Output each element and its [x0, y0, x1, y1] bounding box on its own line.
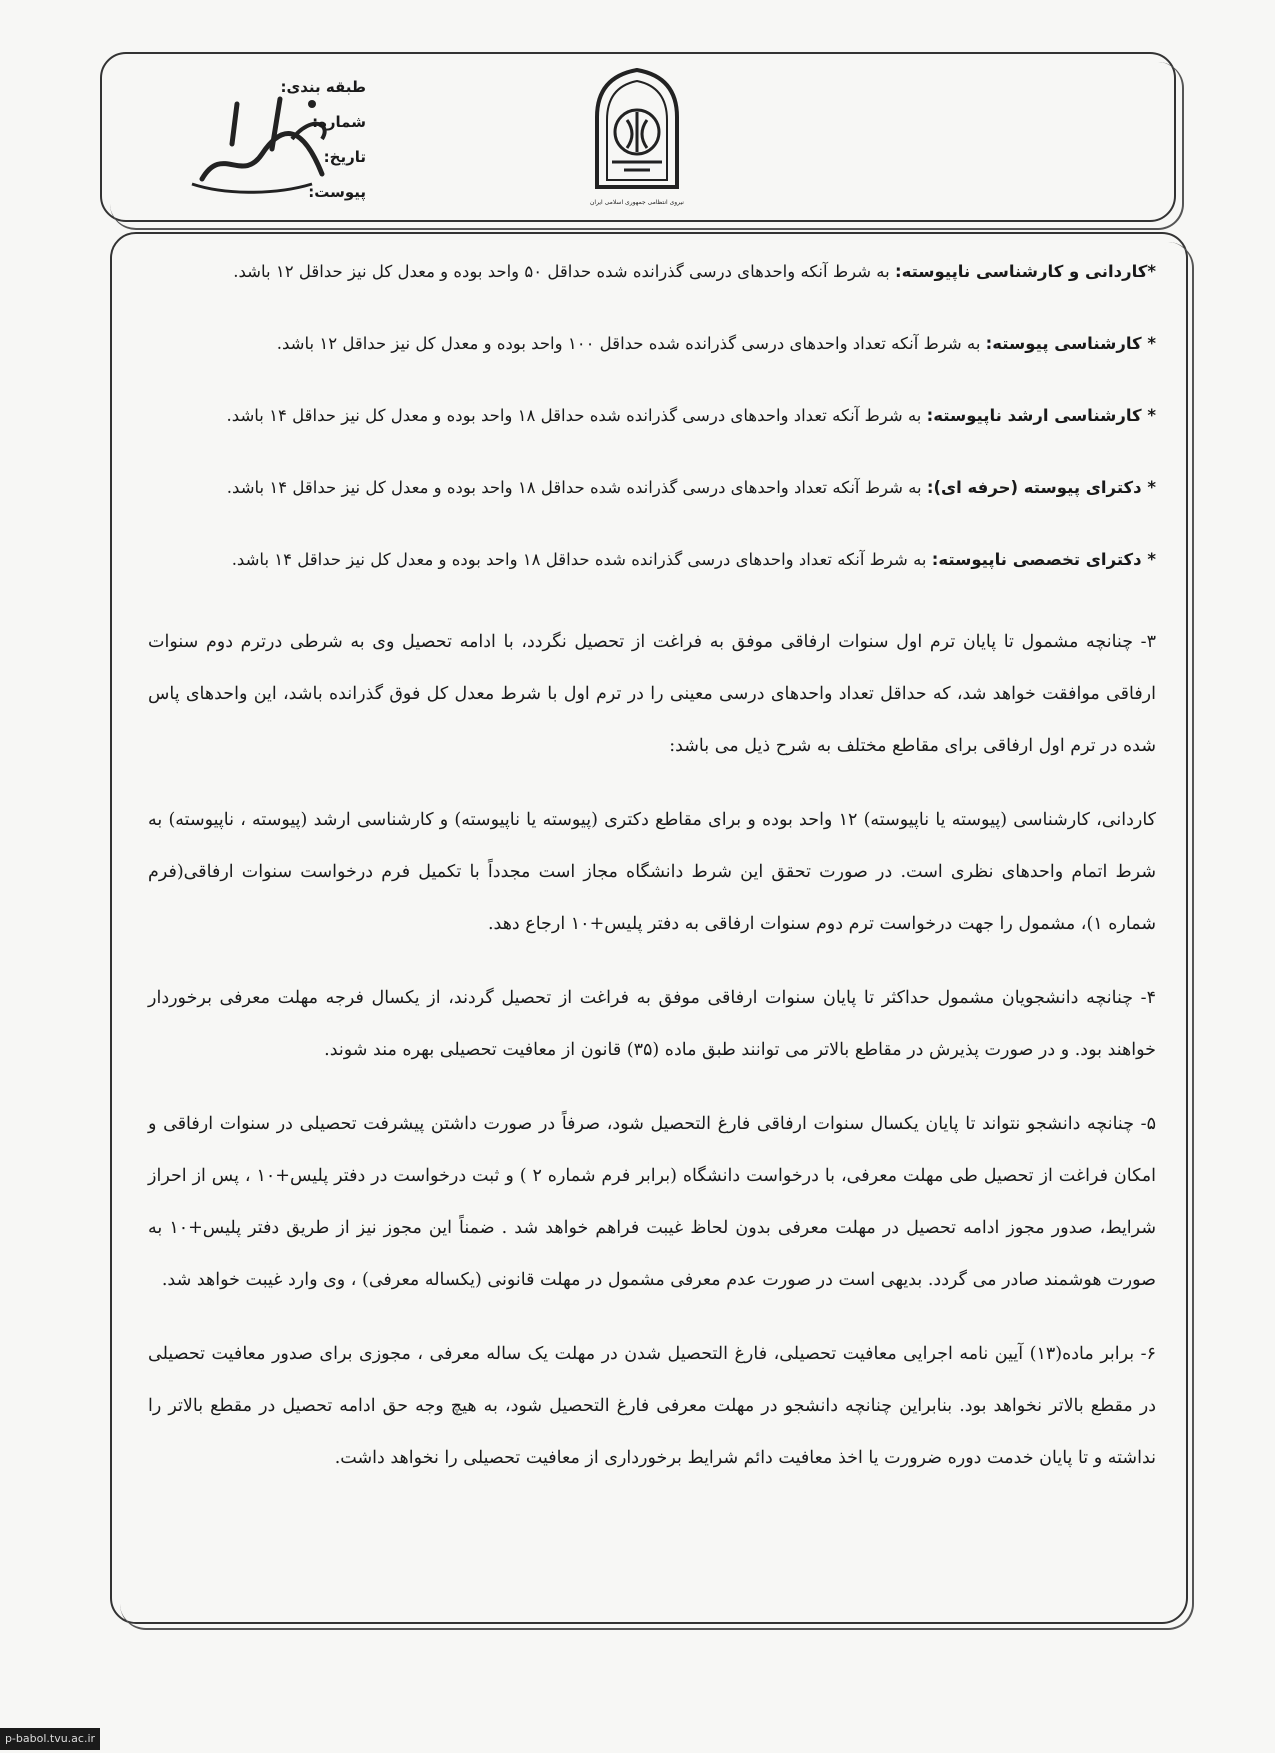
criterion-text: به شرط آنکه تعداد واحدهای درسی گذرانده شده حداقل ۱۸ واحد بوده و معدل کل نیز حداقل ۱۴ باشد.: [226, 478, 927, 497]
criterion-label: * دکترای پیوسته (حرفه ای):: [926, 478, 1156, 497]
svg-text:نیروی انتظامی جمهوری اسلامی ای: نیروی انتظامی جمهوری اسلامی ایران: [590, 199, 684, 206]
paragraph-3: ۳- چنانچه مشمول تا پایان ترم اول سنوات ارفاقی موفق به فراغت از تحصیل نگردد، با ادامه تحصیل وی به شرطی درترم دوم سنوات ارفاقی موافقت خواهد شد، که حداقل تعداد واحدهای درسی معینی را در ترم اول با شرط معدل کل فوق گذرانده باشد، این واحدهای پاس شده در ترم اول ارفاقی برای مقاطع مختلف به شرح ذیل می باشد:: [148, 632, 1157, 756]
criterion-associate: [148, 256, 1156, 288]
paragraph-3-details: کاردانی، کارشناسی (پیوسته یا ناپیوسته) ۱۲ واحد بوده و برای مقاطع دکتری (پیوسته یا ناپیوسته) و کارشناسی ارشد (پیوسته ، ناپیوسته) به شرط اتمام واحدهای نظری است. در صورت تحقق این شرط دانشگاه مجاز است مجدداً با تکمیل فرم درخواست سنوات ارفاقی(فرم شماره ۱)، مشمول را جهت درخواست ترم دوم سنوات ارفاقی به دفتر پلیس+۱۰ ارجاع دهد.: [148, 810, 1156, 934]
criterion-label: * دکترای تخصصی ناپیوسته:: [931, 550, 1156, 569]
criterion-professional-doctorate: [148, 472, 1156, 504]
site-watermark: p-babol.tvu.ac.ir: [0, 1728, 100, 1750]
body-content: [148, 256, 1156, 1506]
criterion-text: به شرط آنکه تعداد واحدهای درسی گذرانده شده حداقل ۱۸ واحد بوده و معدل کل نیز حداقل ۱۴ باشد.: [226, 406, 927, 425]
criterion-text: به شرط آنکه تعداد واحدهای درسی گذرانده شده حداقل ۱۸ واحد بوده و معدل کل نیز حداقل ۱۴ باشد.: [231, 550, 932, 569]
paragraph-5: ۵- چنانچه دانشجو نتواند تا پایان یکسال سنوات ارفاقی فارغ التحصیل شود، صرفاً در صورت داشتن پیشرفت تحصیلی در سنوات ارفاقی و امکان فراغت از تحصیل طی مهلت معرفی، با درخواست دانشگاه (برابر فرم شماره ۲ ) و ثبت درخواست در دفتر پلیس+۱۰ ، پس از احراز شرایط، صدور مجوز ادامه تحصیل در مهلت معرفی بدون لحاظ غیبت فراهم خواهد شد . ضمناً این مجوز نیز از طریق دفتر پلیس+۱۰ به صورت هوشمند صادر می گردد. بدیهی است در صورت عدم معرفی مشمول در مهلت قانونی (یکساله معرفی) ، وی وارد غیبت خواهد شد.: [148, 1114, 1156, 1290]
criterion-label: *کاردانی و کارشناسی ناپیوسته:: [894, 262, 1156, 281]
meta-date: تاریخ:: [323, 148, 366, 166]
criterion-label: * کارشناسی ارشد ناپیوسته:: [926, 406, 1156, 425]
paragraph-6: ۶- برابر ماده(۱۳) آیین نامه اجرایی معافیت تحصیلی، فارغ التحصیل شدن در مهلت یک ساله معرفی ، مجوزی برای صدور معافیت تحصیلی در مقطع بالاتر نخواهد بود. بنابراین چنانچه دانشجو در مهلت معرفی فارغ التحصیل شود، به هیچ وجه حق ادامه تحصیل در مقطع بالاتر را نداشته و تا پایان خدمت دوره ضرورت یا اخذ معافیت دائم شرایط برخورداری از معافیت تحصیلی را نخواهد داشت.: [148, 1344, 1156, 1468]
letterhead: [100, 52, 1176, 222]
paragraph-4: ۴- چنانچه دانشجویان مشمول حداکثر تا پایان سنوات ارفاقی موفق به فراغت از تحصیل گردند، از یکسال فرجه مهلت معرفی برخوردار خواهند بود. و در صورت پذیرش در مقاطع بالاتر می توانند طبق ماده (۳۵) قانون از معافیت تحصیلی بهره مند شوند.: [148, 988, 1156, 1060]
criterion-text: به شرط آنکه تعداد واحدهای درسی گذرانده شده حداقل ۱۰۰ واحد بوده و معدل کل نیز حداقل ۱۲ باشد.: [276, 334, 986, 353]
meta-classification: طبقه بندی:: [280, 78, 366, 96]
criterion-text: به شرط آنکه واحدهای درسی گذرانده شده حداقل ۵۰ واحد بوده و معدل کل نیز حداقل ۱۲ باشد.: [233, 262, 895, 281]
document-body: [110, 232, 1188, 1624]
police-emblem: [582, 62, 692, 212]
meta-number: شماره:: [312, 113, 366, 131]
criterion-phd: [148, 544, 1156, 576]
document-meta: [196, 70, 366, 210]
meta-attachment: پیوست:: [308, 183, 366, 201]
criterion-masters: [148, 400, 1156, 432]
criterion-label: * کارشناسی پیوسته:: [985, 334, 1156, 353]
criterion-bachelor-continuous: [148, 328, 1156, 360]
